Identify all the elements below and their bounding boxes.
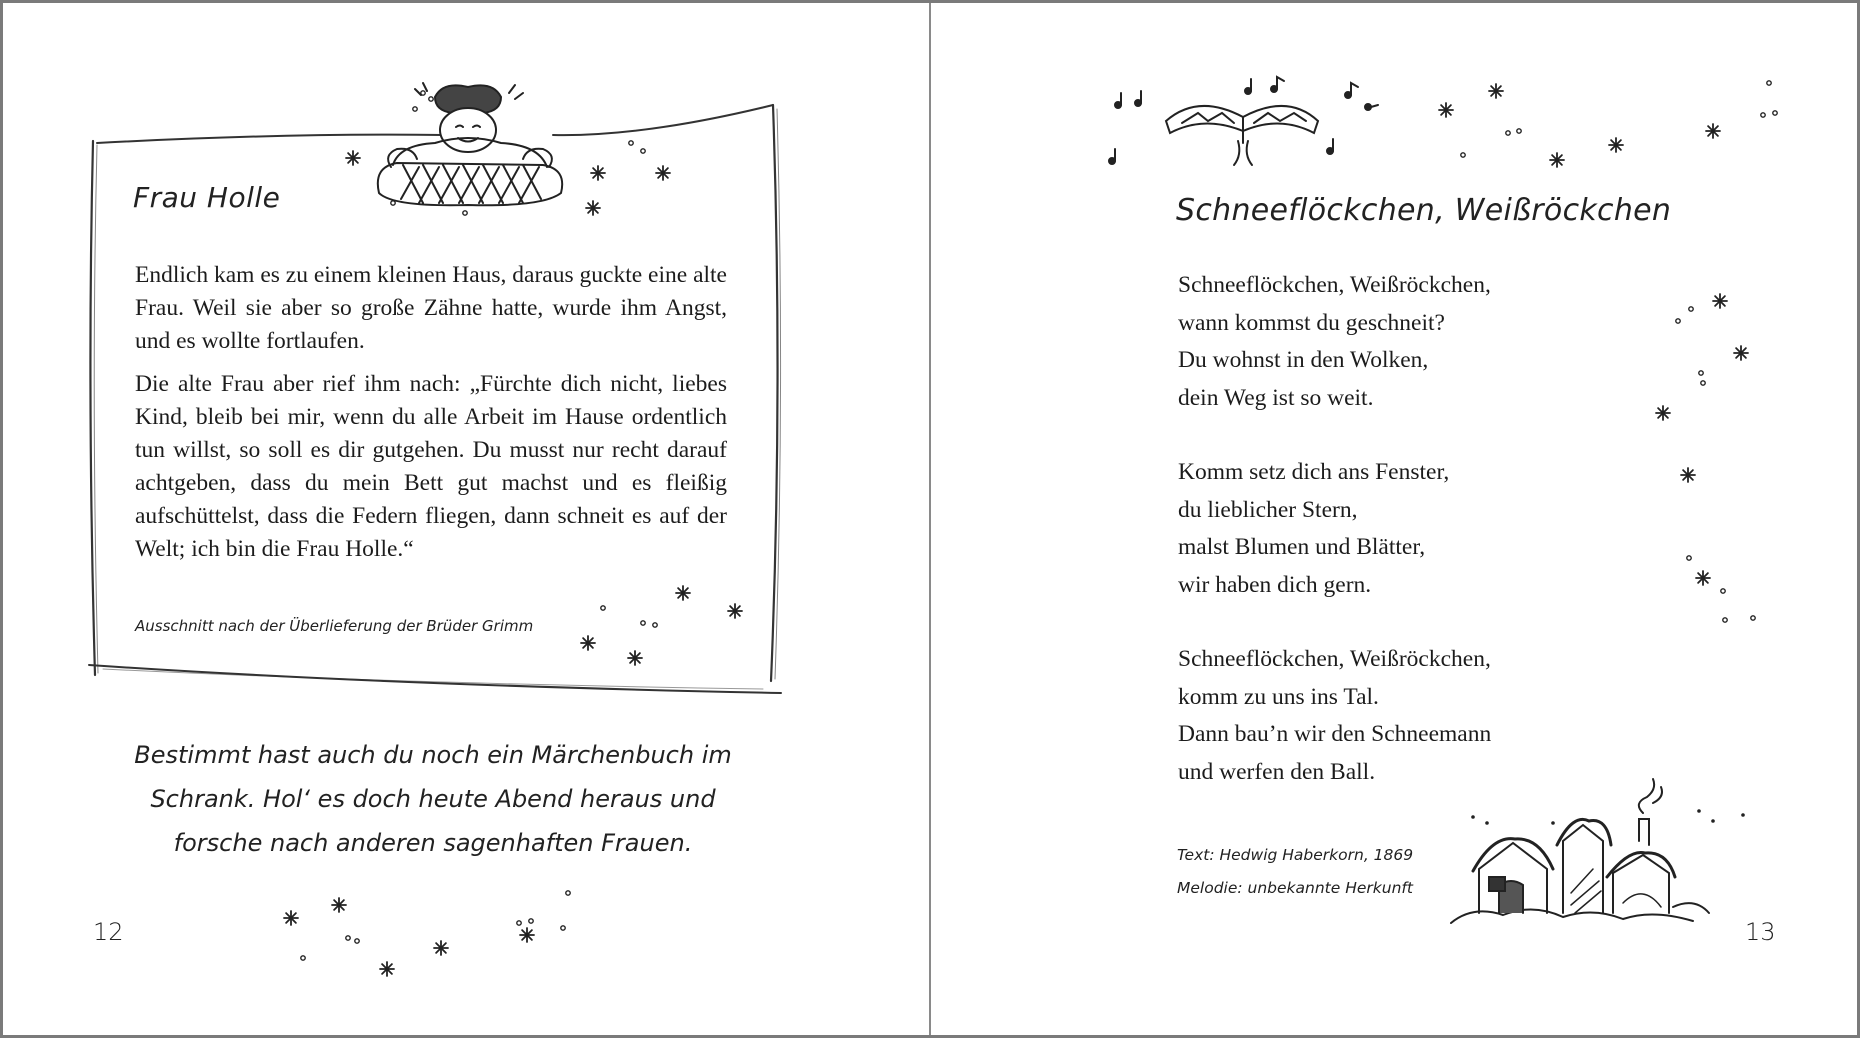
song-title: Schneeflöckchen, Weißröckchen <box>1176 193 1672 228</box>
story-paragraph: Die alte Frau aber rief ihm nach: „Fürchte dich nicht, liebes Kind, bleib bei mir, wenn du alle Arbeit im Hause ordentlich tun willst, so soll es dir gutgehen. Du musst nur recht darauf achtgeben, dass du mein Bett gut machst und es fleißig aufschüttelst, dass die Federn fliegen, dann schneit es auf der Welt; ich bin die Frau Holle.“ <box>135 371 727 562</box>
page-number-right: 13 <box>1745 918 1776 946</box>
lyric-line: Dann bau’n wir den Schneemann <box>1178 721 1492 747</box>
lyric-line: komm zu uns ins Tal. <box>1178 683 1379 710</box>
lyrics-credit: Text: Hedwig Haberkorn, 1869 <box>1177 846 1414 864</box>
lyric-line: und werfen den Ball. <box>1178 758 1376 785</box>
lyric-line: dein Weg ist so weit. <box>1178 384 1374 411</box>
page-number-left: 12 <box>93 918 124 946</box>
lyric-line: wir haben dich gern. <box>1178 571 1372 598</box>
reading-tip-line: Bestimmt hast auch du noch ein Märchenbuch im <box>134 741 732 769</box>
box-title: Frau Holle <box>133 181 281 214</box>
melody-credit: Melodie: unbekannte Herkunft <box>1177 879 1413 897</box>
lyric-line: du lieblicher Stern, <box>1178 496 1358 523</box>
reading-tip-line: Schrank. Hol‘ es doch heute Abend heraus und <box>150 785 716 813</box>
lyric-line: malst Blumen und Blätter, <box>1178 534 1426 560</box>
lyric-line: Du wohnst in den Wolken, <box>1178 347 1429 373</box>
lyric-line: Schneeflöckchen, Weißröckchen, <box>1178 272 1491 298</box>
snowflake-star-icon <box>3 3 1857 1035</box>
reading-tip-line: forsche nach anderen sagenhaften Frauen. <box>173 829 693 857</box>
lyric-line: Schneeflöckchen, Weißröckchen, <box>1178 646 1491 672</box>
lyric-line: wann kommst du geschneit? <box>1178 309 1445 336</box>
book-spread <box>3 3 1857 1035</box>
source-note: Ausschnitt nach der Überlieferung der Brüder Grimm <box>135 617 534 635</box>
story-paragraph: Endlich kam es zu einem kleinen Haus, daraus guckte eine alte Frau. Weil sie aber so große Zähne hatte, wurde ihm Angst, und es wollte fortlaufen. <box>135 262 727 354</box>
lyric-line: Komm setz dich ans Fenster, <box>1178 459 1450 485</box>
